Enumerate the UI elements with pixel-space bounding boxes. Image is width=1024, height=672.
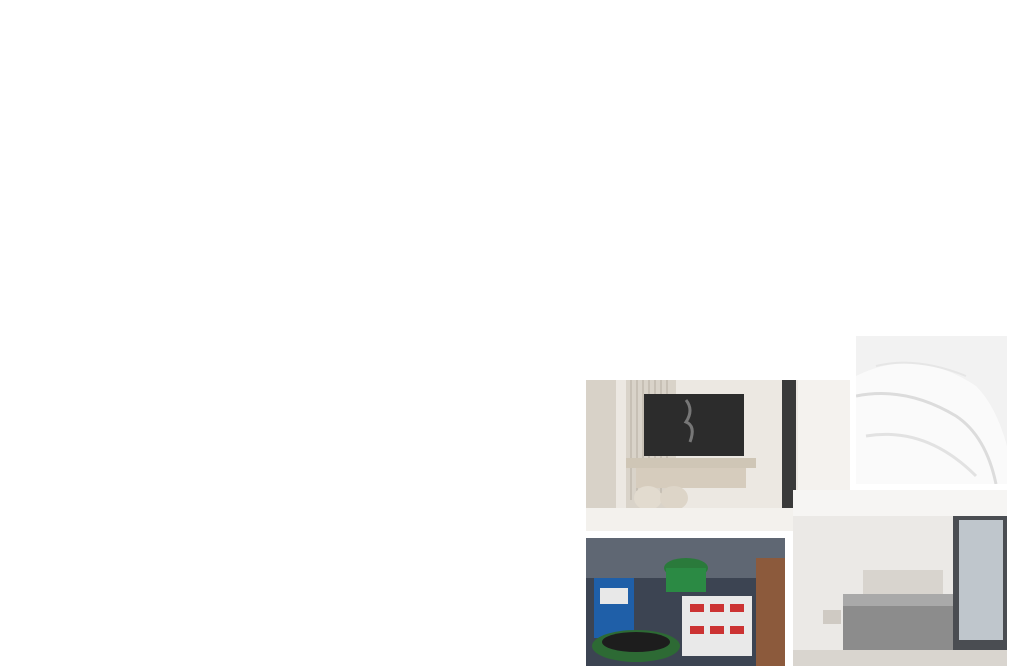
bedroom-photo xyxy=(793,490,1007,666)
towels-photo xyxy=(856,336,1007,484)
kitchenware-illustration xyxy=(586,538,785,666)
bedroom-illustration xyxy=(793,490,1007,666)
kitchenware-photo xyxy=(586,538,785,666)
towels-illustration xyxy=(856,336,1007,484)
